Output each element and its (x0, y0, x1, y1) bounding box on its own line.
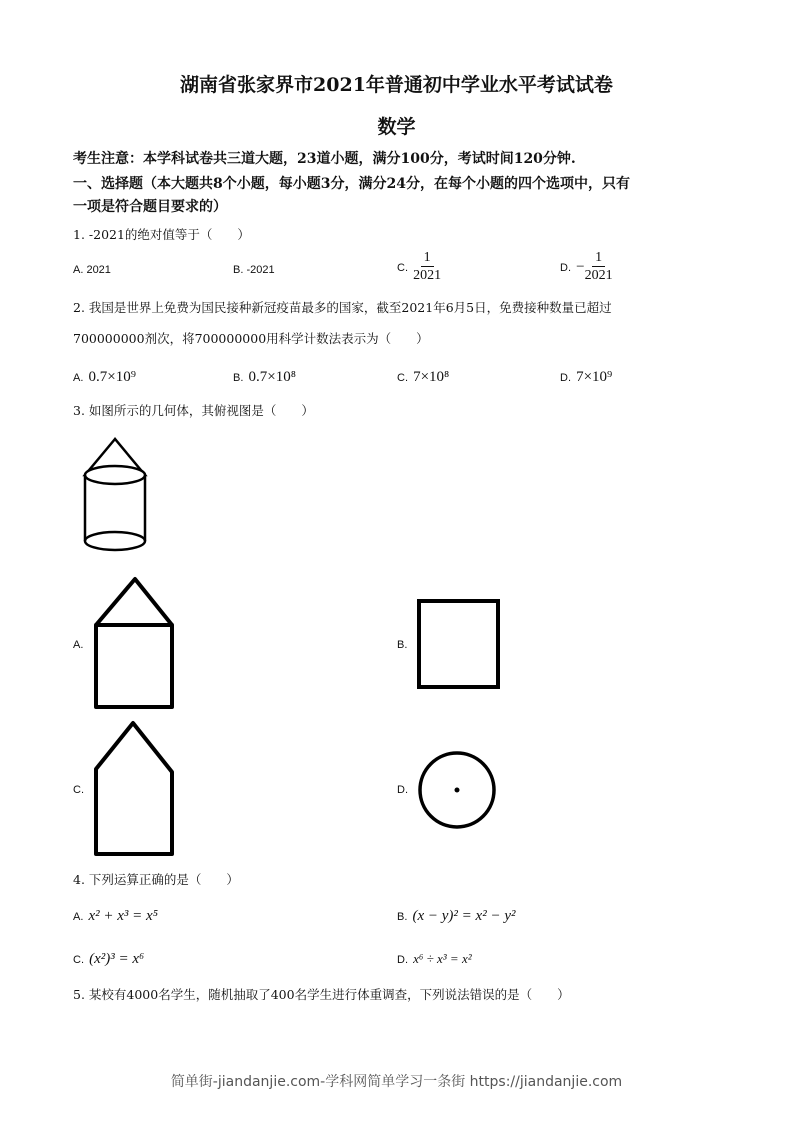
q3-option-b-label: B. (397, 639, 408, 651)
denominator: 2021 (413, 268, 442, 283)
q1-option-c (397, 249, 441, 284)
q4-option-a (73, 905, 158, 925)
q2-option-d (560, 366, 612, 386)
denominator: 2021 (584, 268, 613, 283)
option-label: A. (73, 372, 84, 384)
option-expr: 0.7×10⁸ (248, 369, 296, 385)
q2-option-c (397, 366, 449, 386)
q2-stem-line2: 700000000剂次，将700000000用科学计数法表示为（ ） (73, 331, 429, 346)
option-label: C. (397, 262, 408, 274)
cone-cylinder-figure (75, 435, 155, 555)
q3-option-d-label: D. (397, 784, 408, 796)
section-heading-line2: 一项是符合题目要求的） (73, 199, 227, 215)
option-label: B. (397, 911, 408, 923)
q3-option-a-label: A. (73, 639, 84, 651)
option-label: C. (397, 372, 408, 384)
footer-watermark: 简单街-jiandanjie.com-学科网简单学习一条街 https://jiandanjie.com (170, 1074, 623, 1090)
option-label: D. (397, 954, 408, 966)
subject-title: 数学 (377, 116, 416, 138)
exam-title: 湖南省张家界市2021年普通初中学业水平考试试卷 (180, 74, 613, 96)
exam-notice: 考生注意：本学科试卷共三道大题，23道小题，满分100分，考试时间120分钟. (73, 151, 576, 167)
option-label: D. (560, 372, 571, 384)
q2-option-b (233, 366, 296, 386)
q5-stem: 5. 某校有4000名学生，随机抽取了400名学生进行体重调查，下列说法错误的是（ ） (73, 987, 570, 1002)
q4-stem: 4. 下列运算正确的是（ ） (73, 872, 239, 887)
q3-option-c-figure (88, 716, 183, 864)
q3-option-b-figure (412, 595, 507, 695)
numerator: 1 (421, 249, 434, 267)
q1-option-b: B. -2021 (233, 264, 275, 276)
q3-stem: 3. 如图所示的几何体，其俯视图是（ ） (73, 403, 314, 418)
option-expr: 7×10⁹ (576, 369, 613, 385)
numerator: 1 (592, 249, 605, 267)
option-label: B. (233, 372, 244, 384)
q1-option-d (560, 249, 613, 284)
fraction (413, 249, 441, 284)
q4-option-c (73, 948, 144, 968)
option-expr: 0.7×10⁹ (88, 369, 136, 385)
q3-option-d-figure (415, 748, 501, 834)
q3-option-a-figure (90, 572, 180, 717)
option-expr: x⁶ ÷ x³ = x² (413, 951, 472, 966)
fraction (585, 249, 613, 284)
minus-sign: − (576, 259, 585, 275)
option-label: A. (73, 911, 84, 923)
q4-option-b (397, 905, 515, 925)
q3-option-c-label: C. (73, 784, 84, 796)
option-expr: (x − y)² = x² − y² (412, 908, 516, 924)
section-heading-line1: 一、选择题（本大题共8个小题，每小题3分，满分24分，在每个小题的四个选项中，只有 (73, 176, 630, 192)
q1-option-a: A. 2021 (73, 264, 111, 276)
option-label: D. (560, 262, 571, 274)
q1-stem: 1. -2021的绝对值等于（ ） (73, 227, 250, 242)
q2-stem-line1: 2. 我国是世界上免费为国民接种新冠疫苗最多的国家，截至2021年6月5日，免费接种数量已超过 (73, 300, 612, 315)
q2-option-a (73, 366, 136, 386)
option-expr: (x²)³ = x⁶ (89, 951, 145, 967)
option-label: C. (73, 954, 84, 966)
q4-option-d (397, 948, 472, 967)
option-expr: 7×10⁸ (413, 369, 450, 385)
option-expr: x² + x³ = x⁵ (88, 908, 158, 924)
